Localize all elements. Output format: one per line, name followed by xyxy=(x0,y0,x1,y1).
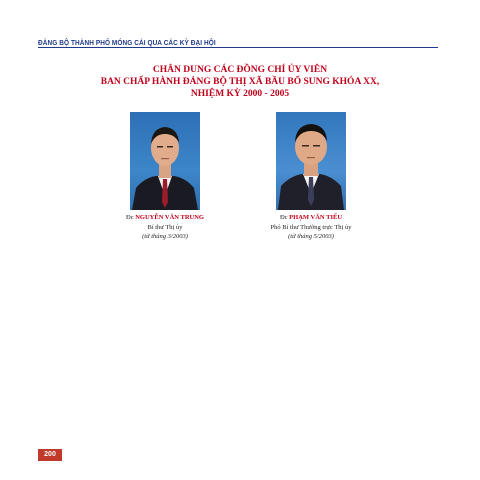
name-prefix: Đc xyxy=(126,214,134,221)
caption-name-right xyxy=(241,213,381,223)
person-role: Bí thư Thị ủy xyxy=(147,223,183,231)
page-title xyxy=(60,64,420,100)
running-header: ĐẢNG BỘ THÀNH PHỐ MÓNG CÁI QUA CÁC KỲ ĐẠI HỘI xyxy=(38,38,216,47)
page-number-badge: 200 xyxy=(38,449,62,461)
title-line-1: CHÂN DUNG CÁC ĐỒNG CHÍ ỦY VIÊN xyxy=(152,65,328,75)
portrait-photo-left xyxy=(130,112,200,210)
caption-left xyxy=(95,213,235,242)
title-line-2: BAN CHẤP HÀNH ĐẢNG BỘ THỊ XÃ BẦU BỔ SUNG KHÓA XX, xyxy=(100,77,380,87)
person-name: NGUYỄN VĂN TRUNG xyxy=(135,214,204,221)
header-rule xyxy=(38,47,438,48)
caption-right xyxy=(241,213,381,242)
person-since: (từ tháng 5/2003) xyxy=(288,233,334,240)
caption-name-left xyxy=(95,213,235,223)
person-role: Phó Bí thư Thường trực Thị ủy xyxy=(270,223,352,231)
title-line-3: NHIỆM KỲ 2000 - 2005 xyxy=(190,89,290,99)
portrait-photo-right xyxy=(276,112,346,210)
person-name: PHẠM VĂN TIẾU xyxy=(289,214,343,221)
person-since: (từ tháng 3/2003) xyxy=(142,233,188,240)
name-prefix: Đc xyxy=(279,214,288,221)
